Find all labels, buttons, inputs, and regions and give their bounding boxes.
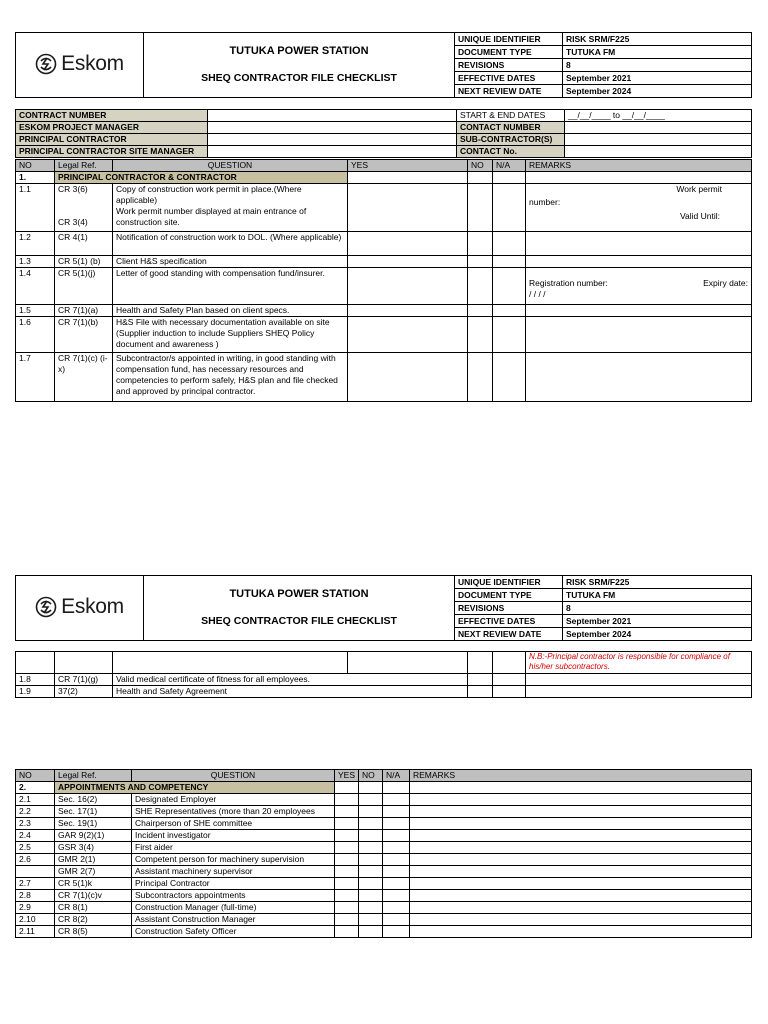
table-row [16, 806, 752, 818]
table-row [16, 902, 752, 914]
no-cell[interactable] [468, 305, 493, 317]
question: Chairperson of SHE committee [132, 818, 335, 830]
legal-ref: CR 5(1) (b) [55, 256, 113, 268]
no-cell[interactable] [359, 794, 383, 806]
checklist-title: SHEQ CONTRACTOR FILE CHECKLIST [201, 615, 397, 627]
table-row [16, 317, 752, 353]
na-cell[interactable] [493, 172, 526, 184]
meta-label: NEXT REVIEW DATE [455, 85, 563, 98]
legal-ref: CR 5(1)k [55, 878, 132, 890]
section-title: PRINCIPAL CONTRACTOR & CONTRACTOR [55, 172, 348, 184]
row-number: 2.10 [16, 914, 55, 926]
yes-cell[interactable] [335, 842, 359, 854]
legal-ref: Sec. 17(1) [55, 806, 132, 818]
meta-value: September 2021 [563, 72, 752, 85]
title-cell [144, 33, 455, 98]
table-row [16, 854, 752, 866]
section1-continued-table [15, 651, 752, 698]
legal-ref: CR 7(1)(a) [55, 305, 113, 317]
legal-ref: 37(2) [55, 686, 113, 698]
project-manager-label: ESKOM PROJECT MANAGER [16, 122, 208, 134]
row-number: 1.4 [16, 268, 55, 305]
remarks-cell[interactable] [410, 818, 752, 830]
question-line: Copy of construction work permit in place.(Where applicable) [116, 184, 302, 205]
legal-ref: CR 4(1) [55, 232, 113, 256]
na-cell[interactable] [383, 842, 410, 854]
yes-cell[interactable] [348, 353, 468, 402]
yes-cell[interactable] [348, 184, 468, 232]
na-cell[interactable] [383, 866, 410, 878]
legal-ref: CR 8(2) [55, 914, 132, 926]
row-number: 2.9 [16, 902, 55, 914]
question [113, 184, 348, 232]
na-cell[interactable] [383, 914, 410, 926]
na-cell[interactable] [383, 794, 410, 806]
contract-info-table [15, 109, 752, 158]
remarks-cell[interactable] [410, 854, 752, 866]
col-no2-header: NO [359, 770, 383, 782]
question: Letter of good standing with compensation fund/insurer. [113, 268, 348, 305]
yes-cell[interactable] [335, 782, 359, 794]
meta-label: REVISIONS [455, 59, 563, 72]
table-row [16, 830, 752, 842]
site-manager-field[interactable] [208, 146, 457, 158]
yes-cell[interactable] [335, 890, 359, 902]
question: First aider [132, 842, 335, 854]
meta-value: TUTUKA FM [563, 589, 752, 602]
no-cell[interactable] [359, 902, 383, 914]
row-number: 2.7 [16, 878, 55, 890]
na-cell[interactable] [493, 305, 526, 317]
col-na-header: N/A [493, 160, 526, 172]
table-row [16, 878, 752, 890]
remarks-cell[interactable] [526, 256, 752, 268]
col-legal-header: Legal Ref. [55, 770, 132, 782]
section2-table [15, 769, 752, 938]
na-cell[interactable] [383, 818, 410, 830]
question: Principal Contractor [132, 878, 335, 890]
row-number [16, 866, 55, 878]
na-cell[interactable] [383, 854, 410, 866]
col-no-header: NO [16, 160, 55, 172]
meta-label: DOCUMENT TYPE [455, 46, 563, 59]
meta-label: EFFECTIVE DATES [455, 72, 563, 85]
remark-text: Expiry date: [703, 278, 748, 288]
yes-cell[interactable] [335, 902, 359, 914]
section-title: APPOINTMENTS AND COMPETENCY [55, 782, 335, 794]
no-cell[interactable] [468, 652, 493, 674]
yes-cell[interactable] [348, 317, 468, 353]
na-cell[interactable] [493, 317, 526, 353]
question: Subcontractors appointments [132, 890, 335, 902]
row-number: 1.6 [16, 317, 55, 353]
row-number: 1.1 [16, 184, 55, 232]
remarks-cell[interactable] [410, 782, 752, 794]
col-question-header: QUESTION [132, 770, 335, 782]
legal-ref: Sec. 19(1) [55, 818, 132, 830]
meta-label: UNIQUE IDENTIFIER [455, 576, 563, 589]
station-title: TUTUKA POWER STATION [229, 588, 369, 600]
table-row [16, 866, 752, 878]
no-cell[interactable] [359, 854, 383, 866]
row-number: 2.5 [16, 842, 55, 854]
section-number: 1. [16, 172, 55, 184]
na-cell[interactable] [383, 830, 410, 842]
title-cell [144, 576, 455, 641]
remarks-cell[interactable] [410, 878, 752, 890]
meta-value: September 2021 [563, 615, 752, 628]
table-row [16, 232, 752, 256]
na-cell[interactable] [383, 890, 410, 902]
remarks-cell[interactable] [410, 794, 752, 806]
yes-cell[interactable] [335, 926, 359, 938]
table-row [16, 818, 752, 830]
no-cell[interactable] [359, 842, 383, 854]
logo-cell [16, 33, 144, 98]
no-cell[interactable] [468, 674, 493, 686]
legal-ref: GAR 9(2)(1) [55, 830, 132, 842]
table-row [16, 842, 752, 854]
na-cell[interactable] [383, 806, 410, 818]
yes-cell[interactable] [335, 794, 359, 806]
na-cell[interactable] [493, 184, 526, 232]
no-cell[interactable] [359, 806, 383, 818]
na-cell[interactable] [383, 782, 410, 794]
logo-cell [16, 576, 144, 641]
meta-value: 8 [563, 59, 752, 72]
na-cell[interactable] [493, 652, 526, 674]
remarks-cell[interactable] [526, 172, 752, 184]
table-row [16, 256, 752, 268]
document-header [15, 32, 752, 98]
contact-no-field[interactable] [565, 146, 752, 158]
legal-ref: GMR 2(1) [55, 854, 132, 866]
legal-ref: GSR 3(4) [55, 842, 132, 854]
remarks-cell[interactable] [526, 317, 752, 353]
yes-cell[interactable] [335, 854, 359, 866]
yes-cell[interactable] [348, 256, 468, 268]
remarks-cell[interactable] [526, 353, 752, 402]
na-cell[interactable] [383, 926, 410, 938]
legal-ref [55, 652, 113, 674]
table-row [16, 794, 752, 806]
row-number: 2.11 [16, 926, 55, 938]
meta-label: DOCUMENT TYPE [455, 589, 563, 602]
remarks-cell[interactable] [410, 926, 752, 938]
checklist-title: SHEQ CONTRACTOR FILE CHECKLIST [201, 72, 397, 84]
yes-cell[interactable] [335, 878, 359, 890]
meta-label: EFFECTIVE DATES [455, 615, 563, 628]
question: Designated Employer [132, 794, 335, 806]
no-cell[interactable] [359, 878, 383, 890]
col-no-header: NO [16, 770, 55, 782]
row-number [16, 652, 55, 674]
question: Client H&S specification [113, 256, 348, 268]
na-cell[interactable] [493, 674, 526, 686]
remarks-cell[interactable] [410, 842, 752, 854]
yes-cell[interactable] [335, 866, 359, 878]
meta-label: REVISIONS [455, 602, 563, 615]
na-cell[interactable] [493, 268, 526, 305]
table-row [16, 686, 752, 698]
eskom-logo [35, 53, 124, 75]
table-row [16, 305, 752, 317]
legal-ref-line: CR 3(6) [58, 184, 88, 194]
remarks-cell[interactable] [526, 184, 752, 232]
contract-number-field[interactable] [208, 110, 457, 122]
col-remarks-header: REMARKS [526, 160, 752, 172]
question: Construction Manager (full-time) [132, 902, 335, 914]
question: Incident investigator [132, 830, 335, 842]
logo-text: Eskom [61, 52, 124, 75]
question [113, 652, 348, 674]
yes-cell[interactable] [348, 268, 468, 305]
no-cell[interactable] [468, 317, 493, 353]
logo-text: Eskom [61, 595, 124, 618]
table-row [16, 890, 752, 902]
legal-ref-line: CR 3(4) [58, 217, 88, 227]
site-manager-label: PRINCIPAL CONTRACTOR SITE MANAGER [16, 146, 208, 158]
col-legal-header: Legal Ref. [55, 160, 113, 172]
legal-ref: CR 7(1)(c) (i-x) [55, 353, 113, 402]
station-title: TUTUKA POWER STATION [229, 45, 369, 57]
na-cell[interactable] [493, 686, 526, 698]
meta-label: UNIQUE IDENTIFIER [455, 33, 563, 46]
remark-text: Valid Until: [680, 211, 720, 221]
question-line: Work permit number displayed at main entrance of construction site. [116, 206, 307, 227]
yes-cell[interactable] [335, 806, 359, 818]
legal-ref [55, 184, 113, 232]
sub-contractor-field[interactable] [565, 134, 752, 146]
na-cell[interactable] [493, 232, 526, 256]
section-number: 2. [16, 782, 55, 794]
table-row [16, 674, 752, 686]
remarks-cell[interactable] [526, 268, 752, 305]
legal-ref: CR 7(1)(b) [55, 317, 113, 353]
question: H&S File with necessary documentation available on site (Supplier induction to include Suppliers SHEQ Policy document and awareness ) [113, 317, 348, 353]
row-number: 1.9 [16, 686, 55, 698]
compliance-note: N.B:-Principal contractor is responsible for compliance of his/her subcontractors. [526, 652, 752, 674]
no-cell[interactable] [359, 914, 383, 926]
sub-contractor-label: SUB-CONTRACTOR(S) [457, 134, 565, 146]
no-cell[interactable] [359, 866, 383, 878]
legal-ref: CR 7(1)(c)v [55, 890, 132, 902]
row-number: 1.8 [16, 674, 55, 686]
question: Assistant machinery supervisor [132, 866, 335, 878]
contact-no-label: CONTACT No. [457, 146, 565, 158]
row-number: 1.7 [16, 353, 55, 402]
question: Health and Safety Plan based on client specs. [113, 305, 348, 317]
section1-table [15, 159, 752, 402]
remark-text: Work permit [676, 184, 722, 194]
no-cell[interactable] [468, 172, 493, 184]
no-cell[interactable] [359, 830, 383, 842]
na-cell[interactable] [493, 256, 526, 268]
meta-value: September 2024 [563, 628, 752, 641]
question: Health and Safety Agreement [113, 686, 468, 698]
row-number: 2.8 [16, 890, 55, 902]
col-yes-header: YES [348, 160, 468, 172]
legal-ref: GMR 2(7) [55, 866, 132, 878]
meta-value: September 2024 [563, 85, 752, 98]
row-number: 2.3 [16, 818, 55, 830]
meta-value: 8 [563, 602, 752, 615]
no-cell[interactable] [359, 926, 383, 938]
remarks-cell[interactable] [410, 914, 752, 926]
question: Notification of construction work to DOL. (Where applicable) [113, 232, 348, 256]
eskom-logo [35, 596, 124, 618]
na-cell[interactable] [383, 878, 410, 890]
meta-value: TUTUKA FM [563, 46, 752, 59]
row-number: 2.4 [16, 830, 55, 842]
principal-contractor-field[interactable] [208, 134, 457, 146]
remarks-cell[interactable] [410, 902, 752, 914]
col-question-header: QUESTION [113, 160, 348, 172]
contract-number-label: CONTRACT NUMBER [16, 110, 208, 122]
legal-ref: CR 7(1)(g) [55, 674, 113, 686]
remarks-cell[interactable] [526, 232, 752, 256]
table-row [16, 926, 752, 938]
eskom-emblem-icon [35, 596, 57, 618]
legal-ref: CR 5(1)(j) [55, 268, 113, 305]
question: Assistant Construction Manager [132, 914, 335, 926]
eskom-emblem-icon [35, 53, 57, 75]
yes-cell[interactable] [348, 172, 468, 184]
meta-label: NEXT REVIEW DATE [455, 628, 563, 641]
meta-value: RISK SRM/F225 [563, 576, 752, 589]
no-cell[interactable] [468, 353, 493, 402]
legal-ref: CR 8(1) [55, 902, 132, 914]
no-cell[interactable] [468, 268, 493, 305]
principal-contractor-label: PRINCIPAL CONTRACTOR [16, 134, 208, 146]
yes-cell[interactable] [335, 914, 359, 926]
contact-number-label: CONTACT NUMBER [457, 122, 565, 134]
col-remarks-header: REMARKS [410, 770, 752, 782]
legal-ref: CR 8(5) [55, 926, 132, 938]
document-header-page2 [15, 575, 752, 641]
remark-text: / / / / [529, 289, 546, 299]
contact-number-field[interactable] [565, 122, 752, 134]
no-cell[interactable] [468, 686, 493, 698]
row-number: 2.6 [16, 854, 55, 866]
no-cell[interactable] [359, 782, 383, 794]
remarks-cell[interactable] [526, 674, 752, 686]
start-end-dates-label: START & END DATES [457, 110, 565, 122]
question: Construction Safety Officer [132, 926, 335, 938]
project-manager-field[interactable] [208, 122, 457, 134]
start-end-dates-field[interactable]: __/__/____ to __/__/____ [565, 110, 752, 122]
col-yes-header: YES [335, 770, 359, 782]
yes-cell[interactable] [348, 305, 468, 317]
table-row [16, 914, 752, 926]
question: SHE Representatives (more than 20 employees [132, 806, 335, 818]
row-number: 1.2 [16, 232, 55, 256]
no-cell[interactable] [468, 184, 493, 232]
row-number: 2.1 [16, 794, 55, 806]
yes-cell[interactable] [335, 830, 359, 842]
meta-value: RISK SRM/F225 [563, 33, 752, 46]
remarks-cell[interactable] [410, 890, 752, 902]
row-number: 1.3 [16, 256, 55, 268]
no-cell[interactable] [359, 890, 383, 902]
yes-cell[interactable] [335, 818, 359, 830]
no-cell[interactable] [468, 256, 493, 268]
na-cell[interactable] [383, 902, 410, 914]
table-row [16, 353, 752, 402]
table-row [16, 184, 752, 232]
question: Competent person for machinery supervision [132, 854, 335, 866]
col-no2-header: NO [468, 160, 493, 172]
na-cell[interactable] [493, 353, 526, 402]
yes-cell[interactable] [348, 232, 468, 256]
remark-text: number: [529, 197, 561, 207]
remarks-cell[interactable] [526, 686, 752, 698]
row-number: 1.5 [16, 305, 55, 317]
col-na-header: N/A [383, 770, 410, 782]
remark-text: Registration number: [529, 278, 608, 288]
legal-ref: Sec. 16(2) [55, 794, 132, 806]
question: Valid medical certificate of fitness for all employees. [113, 674, 468, 686]
remarks-cell[interactable] [526, 305, 752, 317]
remarks-cell[interactable] [410, 806, 752, 818]
yes-cell[interactable] [348, 652, 468, 674]
question: Subcontractor/s appointed in writing, in good standing with compensation fund, has necessary resources and competencies to perform safely, H&S plan and file checked and approved by principal contractor. [113, 353, 348, 402]
table-row [16, 268, 752, 305]
remarks-cell[interactable] [410, 830, 752, 842]
no-cell[interactable] [359, 818, 383, 830]
remarks-cell[interactable] [410, 866, 752, 878]
row-number: 2.2 [16, 806, 55, 818]
no-cell[interactable] [468, 232, 493, 256]
